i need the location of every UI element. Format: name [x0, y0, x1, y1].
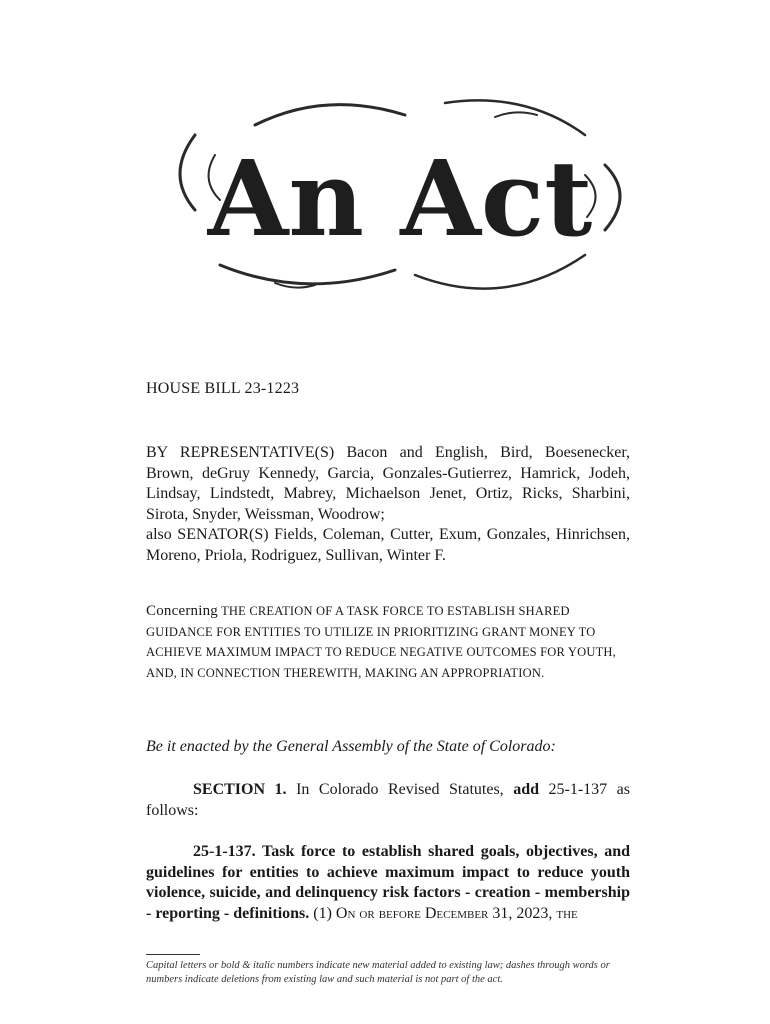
- house-sponsors: BY REPRESENTATIVE(S) Bacon and English, Bird, Boesenecker, Brown, deGruy Kennedy, Garcia, Gonzales-Gutierrez, Hamrick, Jodeh, Lindsay, Lindstedt, Mabrey, Michaelson Jenet, Ortiz, Ricks, Sharbini, Sirota, Snyder, Weissman, Woodrow;: [146, 444, 630, 523]
- section-1-label: SECTION 1.: [193, 781, 287, 798]
- an-act-title-text: An Act: [207, 137, 593, 260]
- statute-subsection: (1): [313, 904, 332, 922]
- section-1-text-after: 25-1-137 as follows:: [146, 781, 631, 819]
- section-1: [146, 780, 630, 821]
- section-1-action: add: [513, 781, 539, 798]
- section-1-text-before: In Colorado Revised Statutes,: [296, 781, 504, 798]
- concerning-clause: [146, 601, 630, 683]
- statute-section: [146, 842, 630, 924]
- statute-heading: 25-1-137. Task force to establish shared goals, objectives, and guidelines for entities to achieve maximum impact to reduce youth violence, suicide, and delinquency risk factors - creation - membership - reporting - definitions.: [146, 843, 630, 922]
- concerning-lead: Concerning: [146, 603, 218, 619]
- statute-text: On or before December 31, 2023, the: [335, 904, 578, 922]
- senate-sponsors: also SENATOR(S) Fields, Coleman, Cutter, Exum, Gonzales, Hinrichsen, Moreno, Priola, Rodriguez, Sullivan, Winter F.: [146, 526, 630, 564]
- footnote: Capital letters or bold & italic numbers indicate new material added to existing law; dashes through words or numbers indicate deletions from existing law and such material is not part of the act.: [146, 960, 610, 985]
- sponsors-block: [146, 443, 630, 566]
- footnote-divider: [146, 954, 200, 955]
- bill-number: HOUSE BILL 23-1223: [146, 380, 300, 397]
- enacting-clause: Be it enacted by the General Assembly of the State of Colorado:: [146, 738, 556, 755]
- an-act-title-graphic: [165, 95, 635, 305]
- concerning-text: THE CREATION OF A TASK FORCE TO ESTABLISH SHARED GUIDANCE FOR ENTITIES TO UTILIZE IN PRIORITIZING GRANT MONEY TO ACHIEVE MAXIMUM IMPACT TO REDUCE NEGATIVE OUTCOMES FOR YOUTH, AND, IN CONNECTION THEREWITH, MAKING AN APPROPRIATION.: [146, 604, 616, 680]
